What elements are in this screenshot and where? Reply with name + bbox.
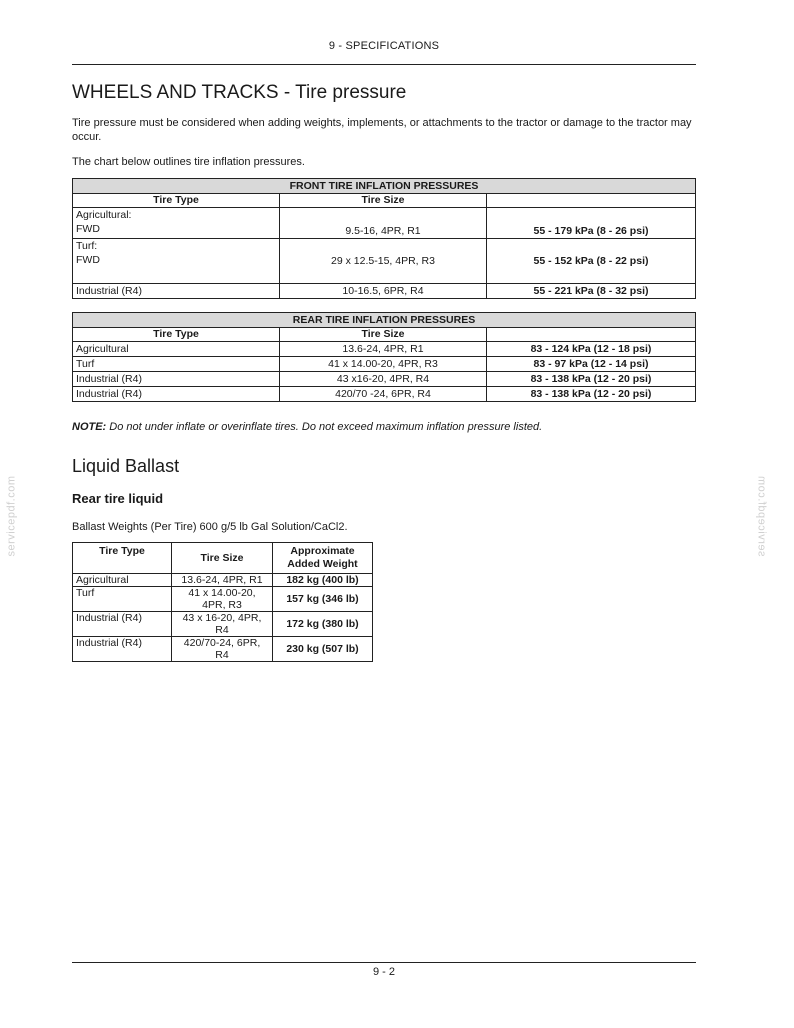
tire-size-cell — [172, 587, 273, 612]
tire-size-cell: 13.6-24, 4PR, R1 — [280, 342, 487, 357]
tire-type-cell: Agricultural: — [76, 209, 132, 221]
tire-size-line: R4 — [215, 624, 229, 636]
tire-type-cell: Agricultural — [73, 342, 280, 357]
rear-col-tire-type: Tire Type — [73, 328, 280, 342]
table-row — [73, 387, 696, 402]
page-title: WHEELS AND TRACKS - Tire pressure — [72, 82, 407, 103]
ballast-col-tire-size: Tire Size — [172, 543, 273, 574]
rear-tire-pressure-table — [72, 312, 696, 402]
front-tire-pressure-table — [72, 178, 696, 299]
tire-type-cell: Agricultural — [73, 574, 172, 587]
pressure-cell: 55 - 152 kPa (8 - 22 psi) — [487, 239, 696, 284]
tire-size-cell: 43 x16-20, 4PR, R4 — [280, 372, 487, 387]
table-row — [73, 637, 373, 662]
tire-size-cell: 420/70 -24, 6PR, R4 — [280, 387, 487, 402]
table-row — [73, 372, 696, 387]
running-header: 9 - SPECIFICATIONS — [328, 40, 440, 52]
tire-size-cell — [172, 637, 273, 662]
tire-size-cell: 13.6-24, 4PR, R1 — [172, 574, 273, 587]
table-row — [73, 284, 696, 299]
chart-intro-paragraph: The chart below outlines tire inflation pressures. — [72, 156, 305, 168]
header-rule — [72, 64, 696, 65]
weight-cell: 230 kg (507 lb) — [273, 637, 373, 662]
watermark-right: servicepdf.com — [755, 475, 768, 557]
intro-paragraph: Tire pressure must be considered when adding weights, implements, or attachments to the tractor or damage to the tractor may occur. — [72, 117, 692, 143]
table-row — [73, 239, 696, 284]
page-number: 9 - 2 — [372, 966, 395, 978]
tire-type-cell: Turf: — [76, 240, 98, 252]
tire-size-cell: 10-16.5, 6PR, R4 — [280, 284, 487, 299]
section-title: Liquid Ballast — [72, 456, 180, 476]
weight-cell: 157 kg (346 lb) — [273, 587, 373, 612]
tire-size-cell: 29 x 12.5-15, 4PR, R3 — [280, 239, 487, 284]
table-row — [73, 612, 373, 637]
note-text: Do not under inflate or overinflate tires. Do not exceed maximum inflation pressure listed. — [106, 421, 543, 433]
ballast-col-weight-line2: Added Weight — [287, 558, 358, 570]
tire-type-cell: Industrial (R4) — [73, 387, 280, 402]
table-row — [73, 357, 696, 372]
note-label: NOTE: — [72, 421, 107, 433]
tire-size-line: R4 — [215, 649, 229, 661]
table-row — [73, 587, 373, 612]
front-table-title: FRONT TIRE INFLATION PRESSURES — [73, 179, 696, 194]
tire-type-cell: Industrial (R4) — [73, 284, 280, 299]
footer-rule — [72, 962, 696, 963]
tire-type-cell: FWD — [76, 223, 100, 235]
tire-type-cell: Turf — [73, 587, 172, 612]
tire-size-line: 41 x 14.00-20, — [188, 587, 256, 599]
pressure-cell: 83 - 138 kPa (12 - 20 psi) — [487, 372, 696, 387]
rear-col-tire-size: Tire Size — [280, 328, 487, 342]
subsection-title: Rear tire liquid — [72, 491, 164, 506]
ballast-description: Ballast Weights (Per Tire) 600 g/5 lb Gal Solution/CaCl2. — [72, 521, 348, 533]
weight-cell: 172 kg (380 lb) — [273, 612, 373, 637]
ballast-col-weight — [273, 543, 373, 574]
tire-type-cell: Industrial (R4) — [73, 372, 280, 387]
tire-size-line: 43 x 16-20, 4PR, — [182, 612, 262, 624]
note — [72, 421, 542, 433]
pressure-cell: 55 - 179 kPa (8 - 26 psi) — [487, 208, 696, 239]
tire-type-cell: Turf — [73, 357, 280, 372]
pressure-cell: 55 - 221 kPa (8 - 32 psi) — [487, 284, 696, 299]
weight-cell: 182 kg (400 lb) — [273, 574, 373, 587]
ballast-col-weight-line1: Approximate — [290, 545, 355, 557]
front-col-pressure — [487, 194, 696, 208]
pressure-cell: 83 - 97 kPa (12 - 14 psi) — [487, 357, 696, 372]
pressure-cell: 83 - 124 kPa (12 - 18 psi) — [487, 342, 696, 357]
tire-size-line: 420/70-24, 6PR, — [183, 637, 261, 649]
pressure-cell: 83 - 138 kPa (12 - 20 psi) — [487, 387, 696, 402]
tire-size-cell: 9.5-16, 4PR, R1 — [280, 208, 487, 239]
front-col-tire-size: Tire Size — [280, 194, 487, 208]
rear-col-pressure — [487, 328, 696, 342]
table-row — [73, 208, 696, 239]
ballast-weight-table — [72, 542, 373, 662]
watermark-left: servicepdf.com — [5, 475, 18, 557]
table-row — [73, 574, 373, 587]
tire-size-line: 4PR, R3 — [202, 599, 242, 611]
rear-table-title: REAR TIRE INFLATION PRESSURES — [73, 313, 696, 328]
tire-size-cell: 41 x 14.00-20, 4PR, R3 — [280, 357, 487, 372]
tire-type-cell: Industrial (R4) — [73, 637, 172, 662]
table-row — [73, 342, 696, 357]
ballast-col-tire-type: Tire Type — [73, 543, 172, 574]
front-col-tire-type: Tire Type — [73, 194, 280, 208]
tire-type-cell: Industrial (R4) — [73, 612, 172, 637]
tire-size-cell — [172, 612, 273, 637]
tire-type-cell: FWD — [76, 254, 100, 266]
